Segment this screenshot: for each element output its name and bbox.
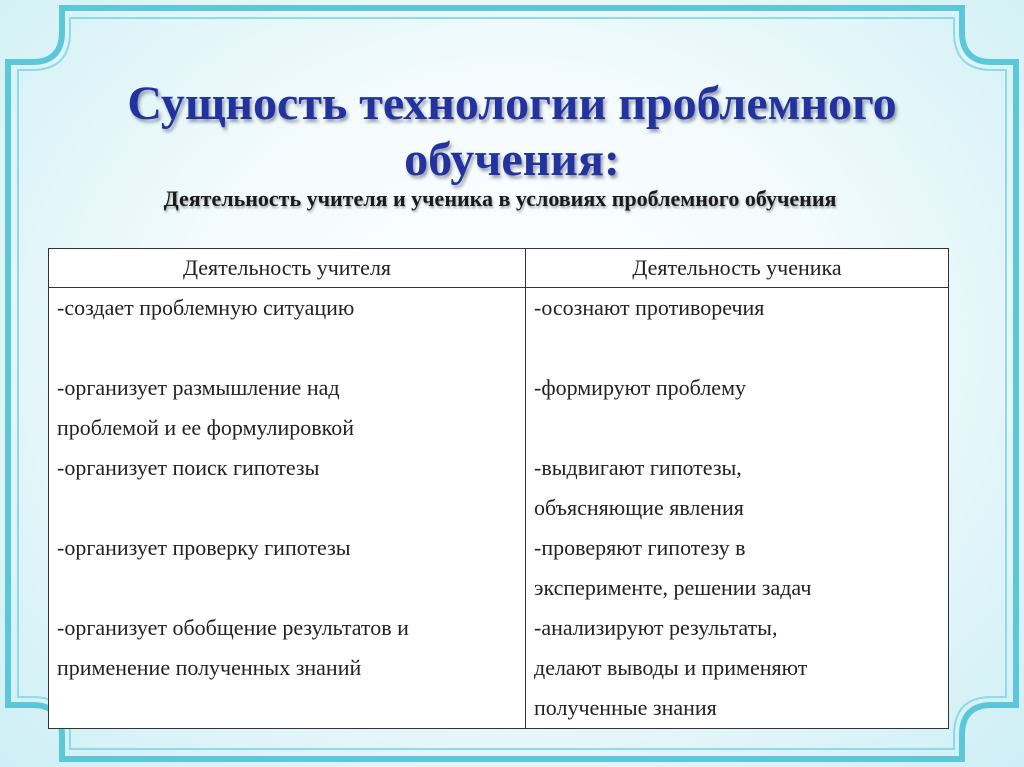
teacher-activity-line [57, 568, 517, 608]
student-activity-line: -формируют проблему [534, 375, 746, 400]
student-activity-line: эксперименте, решении задач [534, 575, 812, 600]
teacher-activity-line [57, 488, 517, 528]
student-activities-cell [526, 288, 949, 729]
student-activity-line: -выдвигают гипотезы, [534, 455, 742, 480]
teacher-activity-line: применение полученных знаний [57, 655, 362, 680]
header-student: Деятельность ученика [526, 249, 949, 288]
page-title [0, 76, 1024, 188]
header-teacher: Деятельность учителя [49, 249, 526, 288]
student-activity-line: объясняющие явления [534, 495, 744, 520]
title-line-1: Сущность технологии проблемного [127, 77, 897, 130]
teacher-activities-cell [49, 288, 526, 729]
student-activity-line [534, 408, 940, 448]
student-activity-line: -анализируют результаты, [534, 615, 778, 640]
student-activity-line: делают выводы и применяют [534, 655, 808, 680]
teacher-activity-line: -организует проверку гипотезы [57, 535, 351, 560]
activity-table [48, 248, 949, 729]
student-activity-line: полученные знания [534, 695, 717, 720]
teacher-activity-line: -создает проблемную ситуацию [57, 295, 355, 320]
teacher-activity-line [57, 328, 517, 368]
teacher-activity-line: -организует поиск гипотезы [57, 455, 320, 480]
student-activity-line: -проверяют гипотезу в [534, 535, 746, 560]
page-subtitle: Деятельность учителя и ученика в условиях проблемного обучения [163, 186, 837, 211]
table-header-row [49, 249, 949, 288]
teacher-activity-line: -организует обобщение результатов и [57, 615, 409, 640]
table-row [49, 288, 949, 729]
teacher-activity-line: -организует размышление над [57, 375, 340, 400]
title-line-2: обучения: [404, 133, 620, 186]
teacher-activity-line: проблемой и ее формулировкой [57, 415, 355, 440]
student-activity-line: -осознают противоречия [534, 295, 765, 320]
student-activity-line [534, 328, 940, 368]
